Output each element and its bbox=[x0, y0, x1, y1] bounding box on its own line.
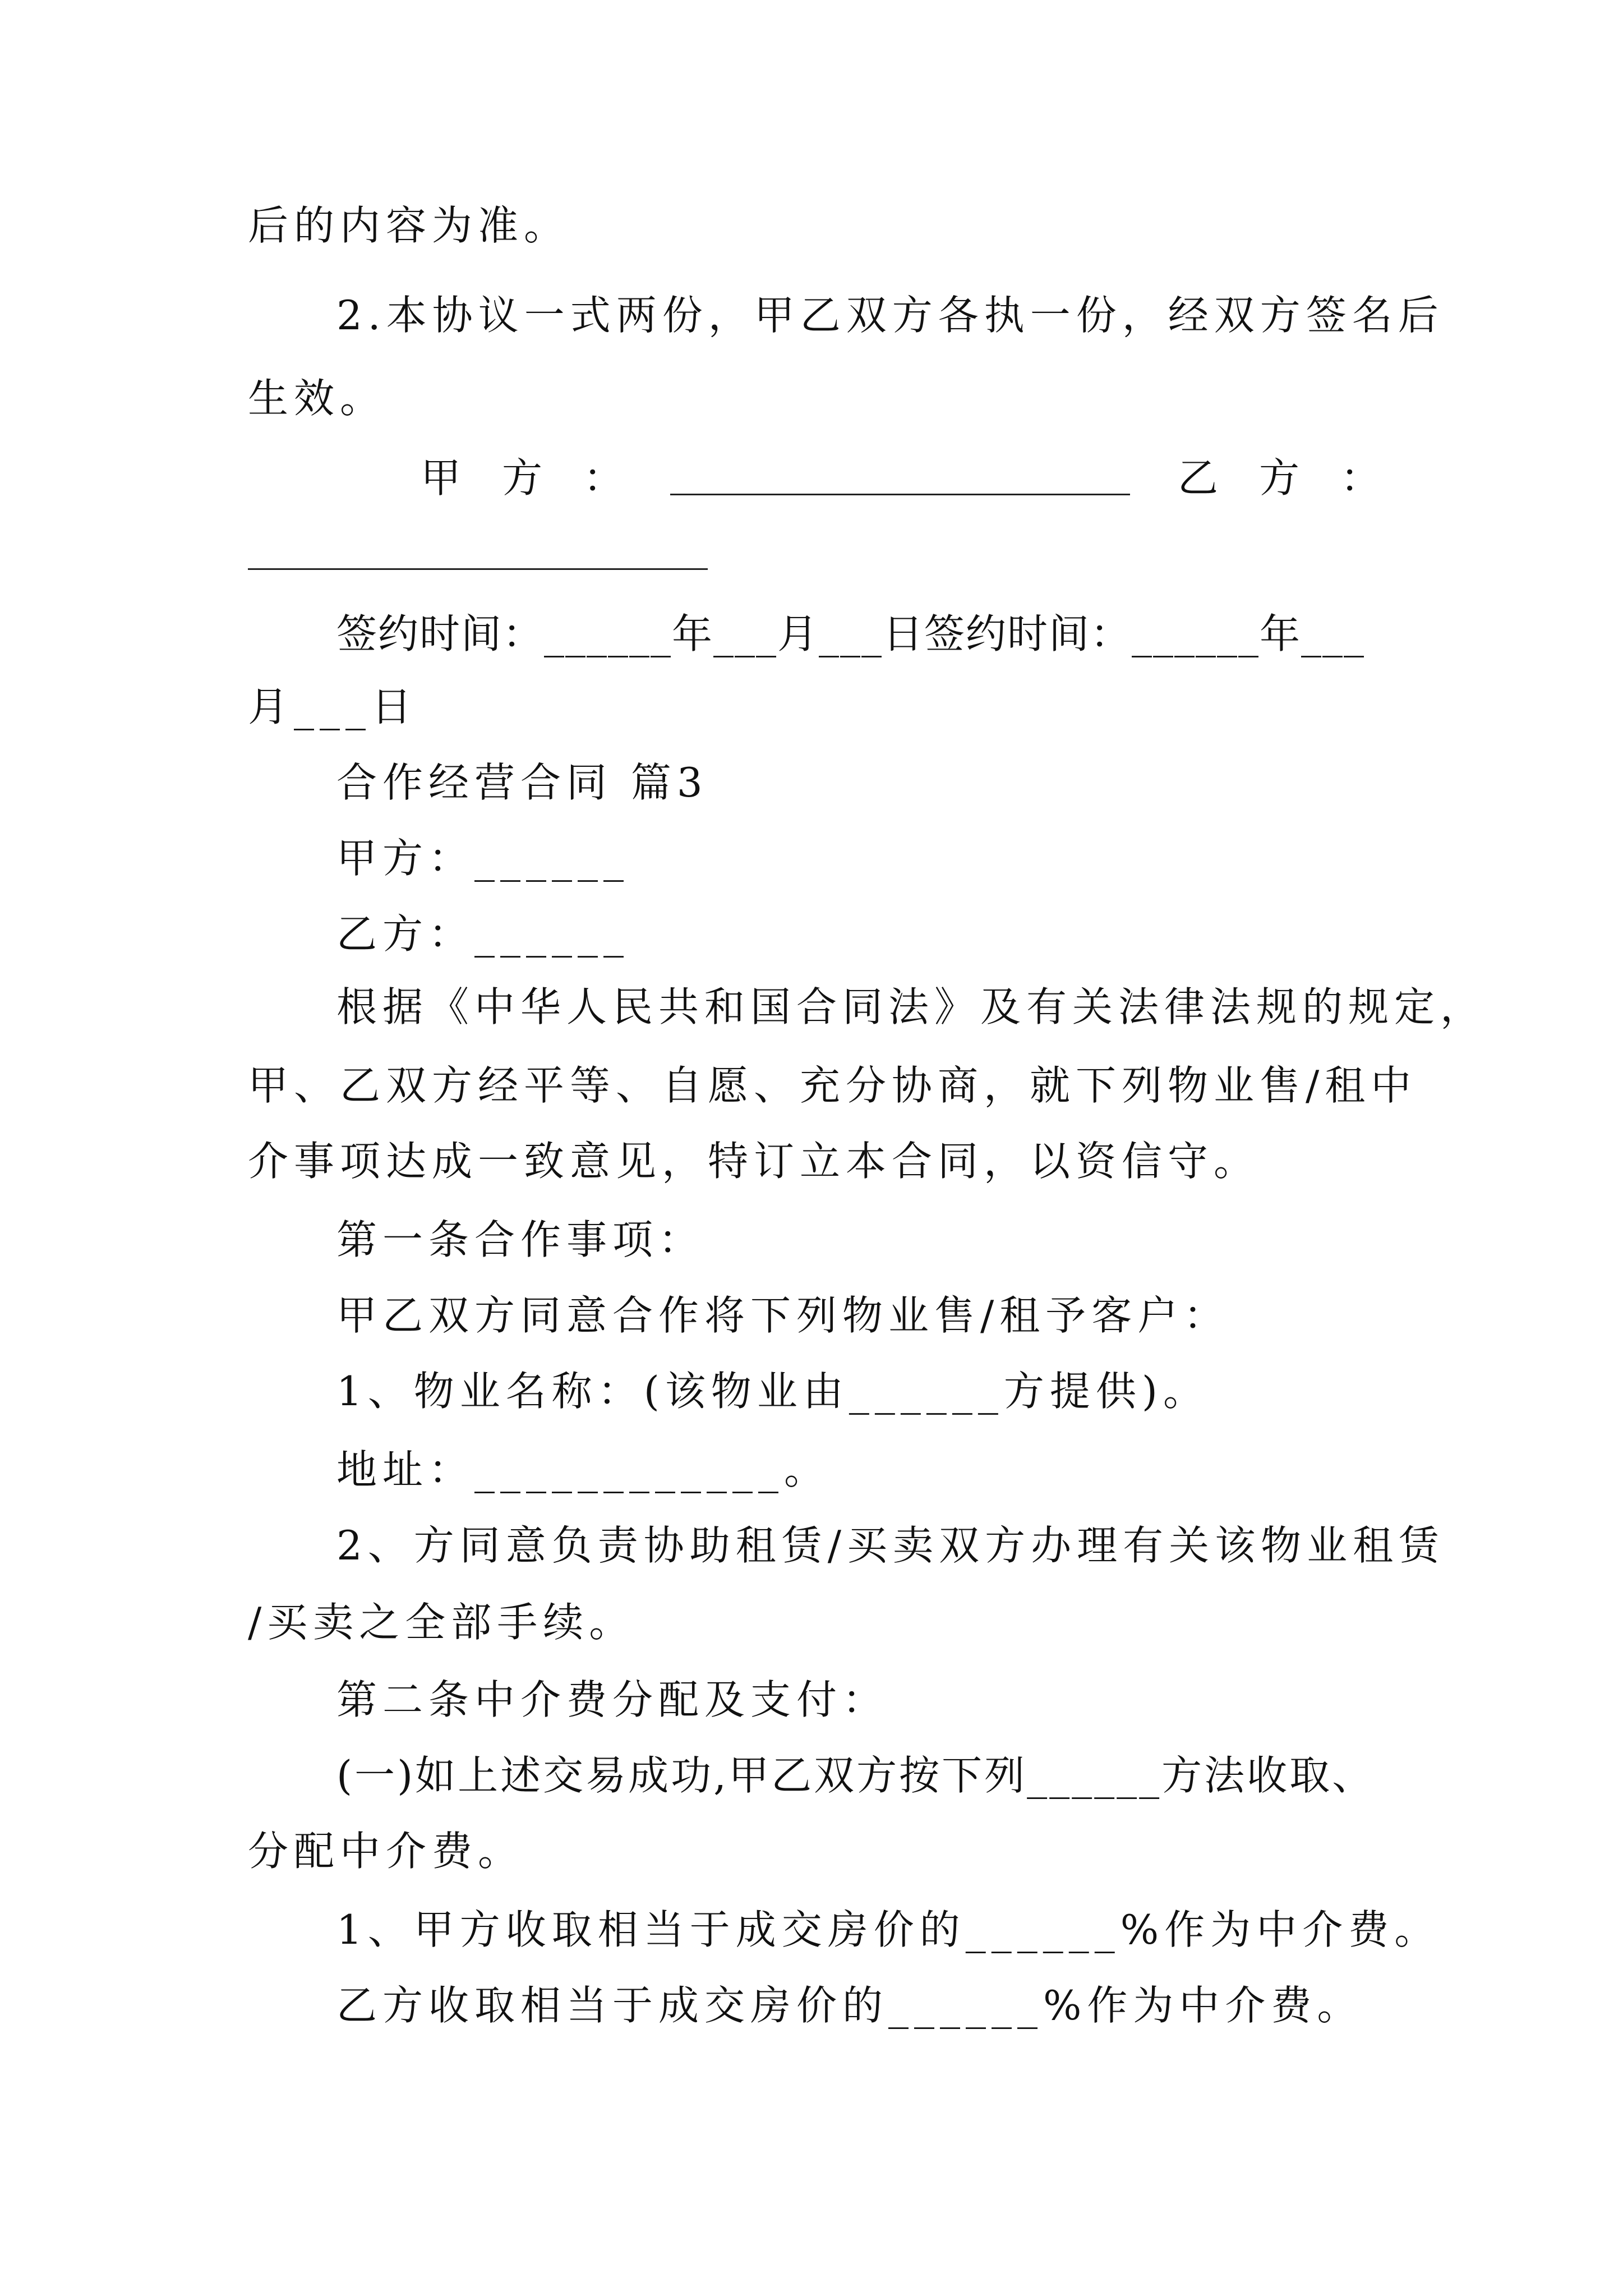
text-line: 甲、乙双方经平等、自愿、充分协商，就下列物业售/租中 bbox=[248, 1062, 1417, 1109]
text-line: 后的内容为准。 bbox=[248, 202, 570, 249]
text-line: 签约时间：______年___月___日签约时间：______年___ bbox=[336, 610, 1366, 657]
party-a-char: ： bbox=[583, 454, 630, 501]
text-line: 介事项达成一致意见，特订立本合同，以资信守。 bbox=[248, 1138, 1260, 1185]
party-a-char: 甲 bbox=[421, 454, 467, 501]
text-line: 根据《中华人民共和国合同法》及有关法律法规的规定， bbox=[336, 983, 1487, 1030]
text-line: 1、甲方收取相当于成交房价的______%作为中介费。 bbox=[336, 1906, 1441, 1953]
text-line: 2、方同意负责协助租赁/买卖双方办理有关该物业租赁 bbox=[336, 1522, 1445, 1569]
text-line: 地址：____________。 bbox=[336, 1446, 831, 1493]
party-a-char: 方 bbox=[502, 454, 548, 501]
party-b-signature-line bbox=[248, 568, 708, 570]
text-line: 第二条中介费分配及支付： bbox=[336, 1676, 889, 1723]
text-line: 甲方：______ bbox=[336, 835, 630, 882]
text-line: 月___日 bbox=[248, 683, 418, 730]
text-line: 第一条合作事项： bbox=[336, 1216, 705, 1263]
party-b-char: ： bbox=[1340, 454, 1387, 501]
party-b-char: 方 bbox=[1259, 454, 1306, 501]
text-line: (一)如上述交易成功,甲乙双方按下列______方法收取、 bbox=[336, 1752, 1375, 1799]
party-a-signature-line bbox=[670, 494, 1130, 495]
text-line: 乙方：______ bbox=[336, 910, 630, 958]
party-b-char: 乙 bbox=[1178, 454, 1224, 501]
text-line: 1、物业名称：(该物业由______方提供)。 bbox=[336, 1368, 1209, 1415]
text-line: 2.本协议一式两份，甲乙双方各执一份，经双方签名后 bbox=[336, 292, 1444, 339]
text-line: /买卖之全部手续。 bbox=[248, 1599, 635, 1646]
section-title: 合作经营合同 篇3 bbox=[336, 759, 708, 806]
text-line: 生效。 bbox=[248, 375, 386, 422]
text-line: 甲乙双方同意合作将下列物业售/租予客户： bbox=[336, 1292, 1230, 1339]
text-line: 分配中介费。 bbox=[248, 1828, 524, 1875]
text-line: 乙方收取相当于成交房价的______%作为中介费。 bbox=[336, 1982, 1363, 2029]
